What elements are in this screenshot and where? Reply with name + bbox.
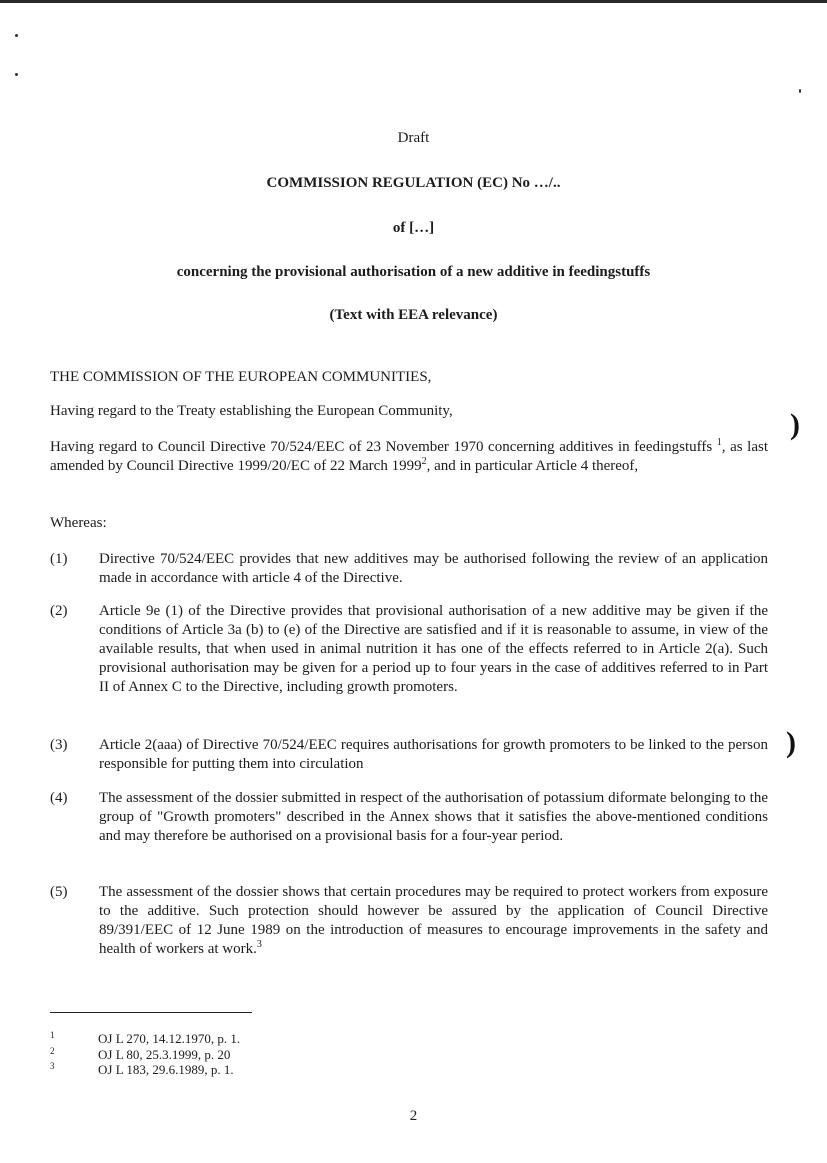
recital-text: Directive 70/524/EEC provides that new additives may be authorised following the review of an application made in accordance with article 4 of the Directive. — [99, 551, 768, 586]
footnote-text: OJ L 270, 14.12.1970, p. 1. — [98, 1031, 241, 1046]
draft-label: Draft — [397, 130, 430, 146]
recital-1 — [50, 550, 768, 588]
regulation-date: of […] — [392, 220, 435, 236]
recital-number: (1) — [50, 551, 68, 567]
eea-relevance: (Text with EEA relevance) — [329, 307, 498, 323]
preamble-treaty: Having regard to the Treaty establishing the European Community, — [50, 403, 453, 419]
footnote-separator — [50, 1012, 252, 1013]
margin-bracket: ) — [790, 408, 800, 441]
recital-number: (2) — [50, 603, 68, 619]
preamble-directive: Having regard to Council Directive 70/524/EEC of 23 November 1970 concerning additives in feedingstuffs $^1$, as last amended by Council Directive 1999/20/EC of 22 March 1999$^2$, and in particular Article 4 thereof, — [50, 437, 768, 474]
scan-speck — [15, 73, 18, 76]
recital-3 — [50, 736, 768, 774]
recital-2 — [50, 602, 768, 697]
scan-speck — [799, 89, 801, 93]
footnote-mark: 2 — [50, 1046, 55, 1056]
recital-text: Article 9e (1) of the Directive provides that provisional authorisation of a new additive may be given if the conditions of Article 3a (b) to (e) of the Directive are satisfied and if it is reasonable to assume, in view of the available results, that when used in animal nutrition it has one of the effects referred to in Article 2(a). Such provisional authorisation may be given for a period up to four years in the case of additives referred to in Part II of Annex C to the Directive, including growth promoters. — [99, 603, 768, 695]
regulation-subject: concerning the provisional authorisation of a new additive in feedingstuffs — [176, 264, 651, 280]
scan-top-edge — [0, 0, 827, 3]
whereas-label: Whereas: — [50, 515, 107, 531]
footnote-text: OJ L 80, 25.3.1999, p. 20 — [98, 1047, 231, 1062]
recital-text: The assessment of the dossier shows that certain procedures may be required to protect workers from exposure to the additive. Such protection should however be assured by the application of Council Directive 89/391/EEC of 12 June 1989 on the introduction of measures to encourage improvements in the safety and health of workers at work.$^3$ — [99, 884, 768, 957]
footnote-mark: 3 — [50, 1061, 55, 1071]
recital-5 — [50, 883, 768, 959]
footnote-mark: 1 — [50, 1030, 55, 1040]
recital-number: (4) — [50, 790, 68, 806]
footnote-ref: 3 — [256, 939, 262, 950]
recital-number: (3) — [50, 737, 68, 753]
page-number: 2 — [409, 1108, 418, 1124]
regulation-title: COMMISSION REGULATION (EC) No …/.. — [266, 175, 561, 191]
recital-4 — [50, 789, 768, 846]
recital-text: Article 2(aaa) of Directive 70/524/EEC requires authorisations for growth promoters to be linked to the person responsible for putting them into circulation — [99, 737, 768, 772]
footnote-text: OJ L 183, 29.6.1989, p. 1. — [98, 1062, 234, 1077]
preamble-commission: THE COMMISSION OF THE EUROPEAN COMMUNITIES, — [50, 369, 432, 385]
recital-text: The assessment of the dossier submitted in respect of the authorisation of potassium diformate belonging to the group of "Growth promoters" described in the Annex shows that it satisfies the above-mentioned conditions and may therefore be authorised on a provisional basis for a four-year period. — [99, 790, 768, 844]
margin-bracket: ) — [786, 726, 796, 759]
scan-speck — [15, 34, 18, 37]
recital-number: (5) — [50, 884, 68, 900]
